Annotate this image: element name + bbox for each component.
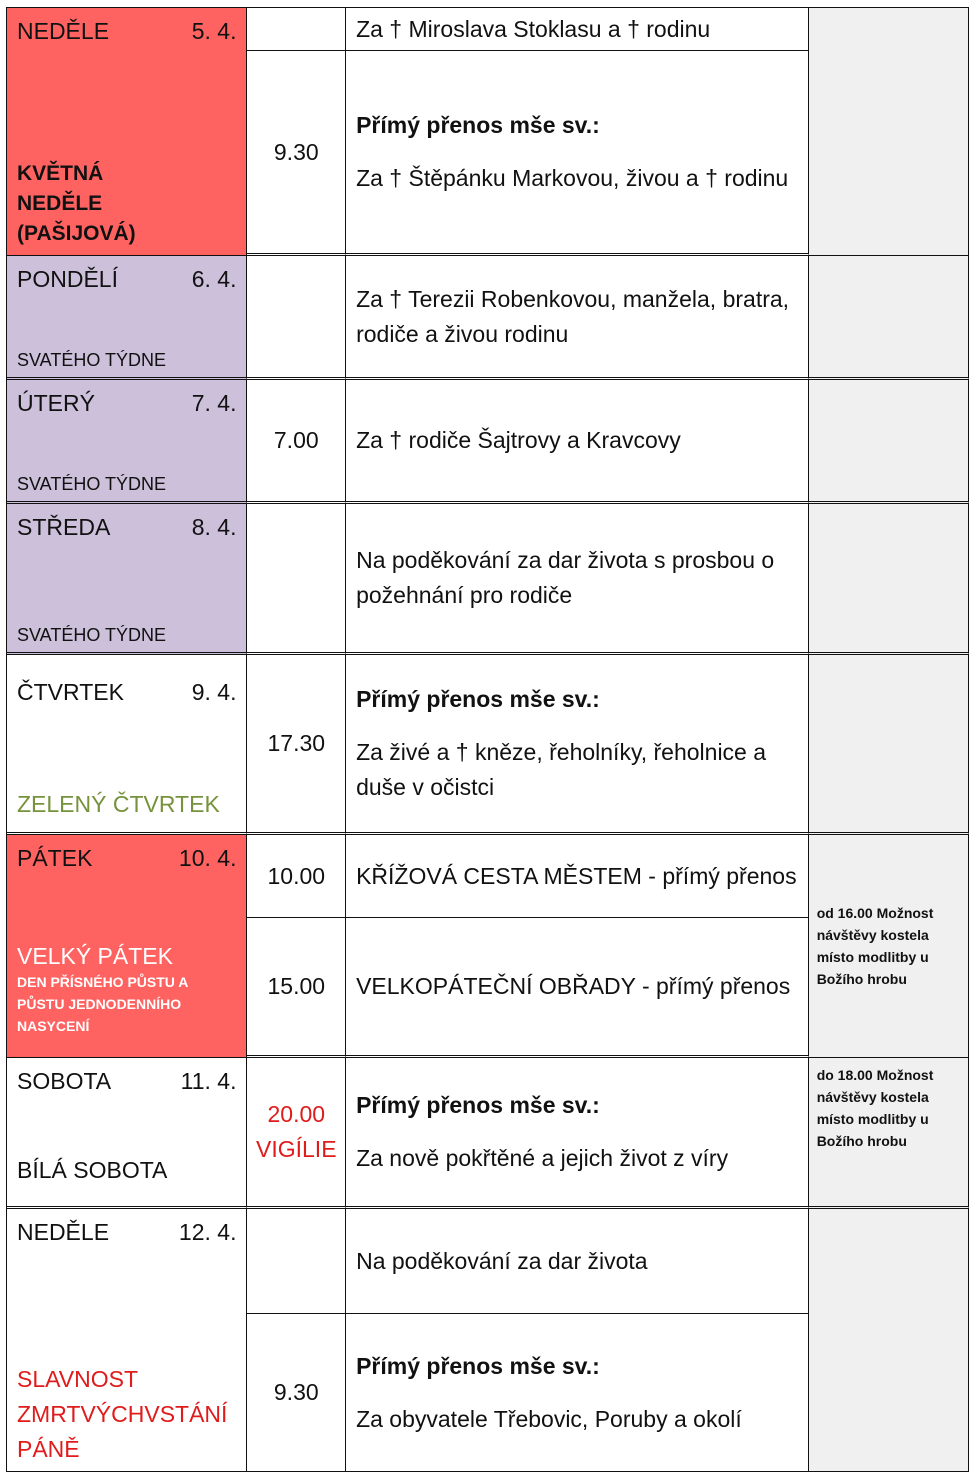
time-value: 20.00 bbox=[267, 1101, 326, 1127]
broadcast-header: Přímý přenos mše sv.: bbox=[356, 1352, 600, 1379]
vigil-label: VIGÍLIE bbox=[256, 1136, 337, 1162]
day-date: 6. 4. bbox=[191, 266, 237, 292]
table-row bbox=[7, 256, 969, 380]
day-name: ÚTERÝ bbox=[17, 390, 95, 416]
intention-cell bbox=[346, 655, 809, 835]
day-cell bbox=[7, 256, 247, 380]
day-cell bbox=[7, 835, 247, 1058]
table-row bbox=[7, 504, 969, 655]
note-cell bbox=[809, 1209, 969, 1472]
day-subtitle: SVATÉHO TÝDNE bbox=[17, 350, 167, 370]
intention-cell: Na poděkování za dar života s prosbou o požehnání pro rodiče bbox=[346, 504, 809, 655]
intention-cell: KŘÍŽOVÁ CESTA MĚSTEM - přímý přenos bbox=[346, 835, 809, 918]
table-row bbox=[7, 835, 969, 918]
day-subtitle: ZELENÝ ČTVRTEK bbox=[17, 791, 220, 817]
time-cell: 9.30 bbox=[247, 1314, 346, 1472]
day-date: 9. 4. bbox=[191, 679, 237, 705]
time-cell: 9.30 bbox=[247, 51, 346, 256]
intention-cell: Za † Terezii Robenkovou, manžela, bratra, rodiče a živou rodinu bbox=[346, 256, 809, 380]
day-subtitle-group bbox=[17, 941, 238, 1037]
mass-schedule-table bbox=[6, 7, 969, 1472]
table-row bbox=[7, 655, 969, 835]
intention-cell: Na poděkování za dar života bbox=[346, 1209, 809, 1314]
intention-text: Za † Štěpánku Markovou, živou a † rodinu bbox=[356, 165, 789, 192]
note-cell bbox=[809, 8, 969, 256]
broadcast-header: Přímý přenos mše sv.: bbox=[356, 1092, 600, 1118]
day-cell bbox=[7, 1058, 247, 1209]
intention-cell bbox=[346, 1314, 809, 1472]
intention-cell: Za † rodiče Šajtrovy a Kravcovy bbox=[346, 380, 809, 504]
day-subtitle: SVATÉHO TÝDNE bbox=[17, 474, 167, 494]
time-cell bbox=[247, 504, 346, 655]
day-subtitle: VELKÝ PÁTEK bbox=[17, 943, 173, 969]
table-row bbox=[7, 8, 969, 51]
day-cell bbox=[7, 504, 247, 655]
intention-cell: Za † Miroslava Stoklasu a † rodinu bbox=[346, 8, 809, 51]
intention-cell bbox=[346, 51, 809, 256]
note-cell bbox=[809, 380, 969, 504]
day-date: 12. 4. bbox=[178, 1219, 237, 1245]
day-subtitle: SVATÉHO TÝDNE bbox=[17, 625, 167, 645]
day-subtitle: KVĚTNÁ NEDĚLE (PAŠIJOVÁ) bbox=[17, 162, 136, 245]
day-date: 8. 4. bbox=[191, 514, 237, 540]
intention-text: Za nově pokřtěné a jejich život z víry bbox=[356, 1145, 729, 1171]
day-name: SOBOTA bbox=[17, 1068, 112, 1094]
broadcast-header: Přímý přenos mše sv.: bbox=[356, 686, 600, 712]
note-cell bbox=[809, 256, 969, 380]
note-cell bbox=[809, 655, 969, 835]
time-cell: 17.30 bbox=[247, 655, 346, 835]
note-cell: do 18.00 Možnost návštěvy kostela místo modlitby u Božího hrobu bbox=[809, 1058, 969, 1209]
time-cell: 10.00 bbox=[247, 835, 346, 918]
table-row bbox=[7, 1209, 969, 1314]
day-date: 7. 4. bbox=[191, 390, 237, 416]
intention-text: Za obyvatele Třebovic, Poruby a okolí bbox=[356, 1405, 742, 1432]
day-name: ČTVRTEK bbox=[17, 679, 124, 705]
time-cell bbox=[247, 1209, 346, 1314]
time-cell: 7.00 bbox=[247, 380, 346, 504]
day-date: 10. 4. bbox=[178, 845, 237, 871]
day-name: PÁTEK bbox=[17, 845, 93, 871]
note-cell: od 16.00 Možnost návštěvy kostela místo modlitby u Božího hrobu bbox=[809, 835, 969, 1058]
day-subtitle: SLAVNOST ZMRTVÝCHVSTÁNÍ PÁNĚ bbox=[17, 1366, 228, 1462]
time-cell bbox=[247, 1058, 346, 1209]
table-row bbox=[7, 380, 969, 504]
broadcast-header: Přímý přenos mše sv.: bbox=[356, 112, 600, 139]
day-cell bbox=[7, 1209, 247, 1472]
intention-cell bbox=[346, 1058, 809, 1209]
day-date: 5. 4. bbox=[191, 18, 237, 44]
day-subtitle: BÍLÁ SOBOTA bbox=[17, 1157, 168, 1183]
time-cell: 15.00 bbox=[247, 918, 346, 1058]
day-name: PONDĚLÍ bbox=[17, 266, 118, 292]
day-name: NEDĚLE bbox=[17, 1219, 110, 1245]
day-cell bbox=[7, 380, 247, 504]
time-cell bbox=[247, 8, 346, 51]
day-cell bbox=[7, 8, 247, 256]
intention-text: Za živé a † kněze, řeholníky, řeholnice a duše v očistci bbox=[356, 739, 767, 800]
day-name: STŘEDA bbox=[17, 514, 111, 540]
day-cell bbox=[7, 655, 247, 835]
time-cell bbox=[247, 256, 346, 380]
day-subtitle-detail: DEN PŘÍSNÉHO PŮSTU A PŮSTU JEDNODENNÍHO NASYCENÍ bbox=[17, 974, 188, 1034]
table-row bbox=[7, 1058, 969, 1209]
intention-cell: VELKOPÁTEČNÍ OBŘADY - přímý přenos bbox=[346, 918, 809, 1058]
day-date: 11. 4. bbox=[180, 1068, 237, 1094]
day-name: NEDĚLE bbox=[17, 18, 110, 44]
note-cell bbox=[809, 504, 969, 655]
